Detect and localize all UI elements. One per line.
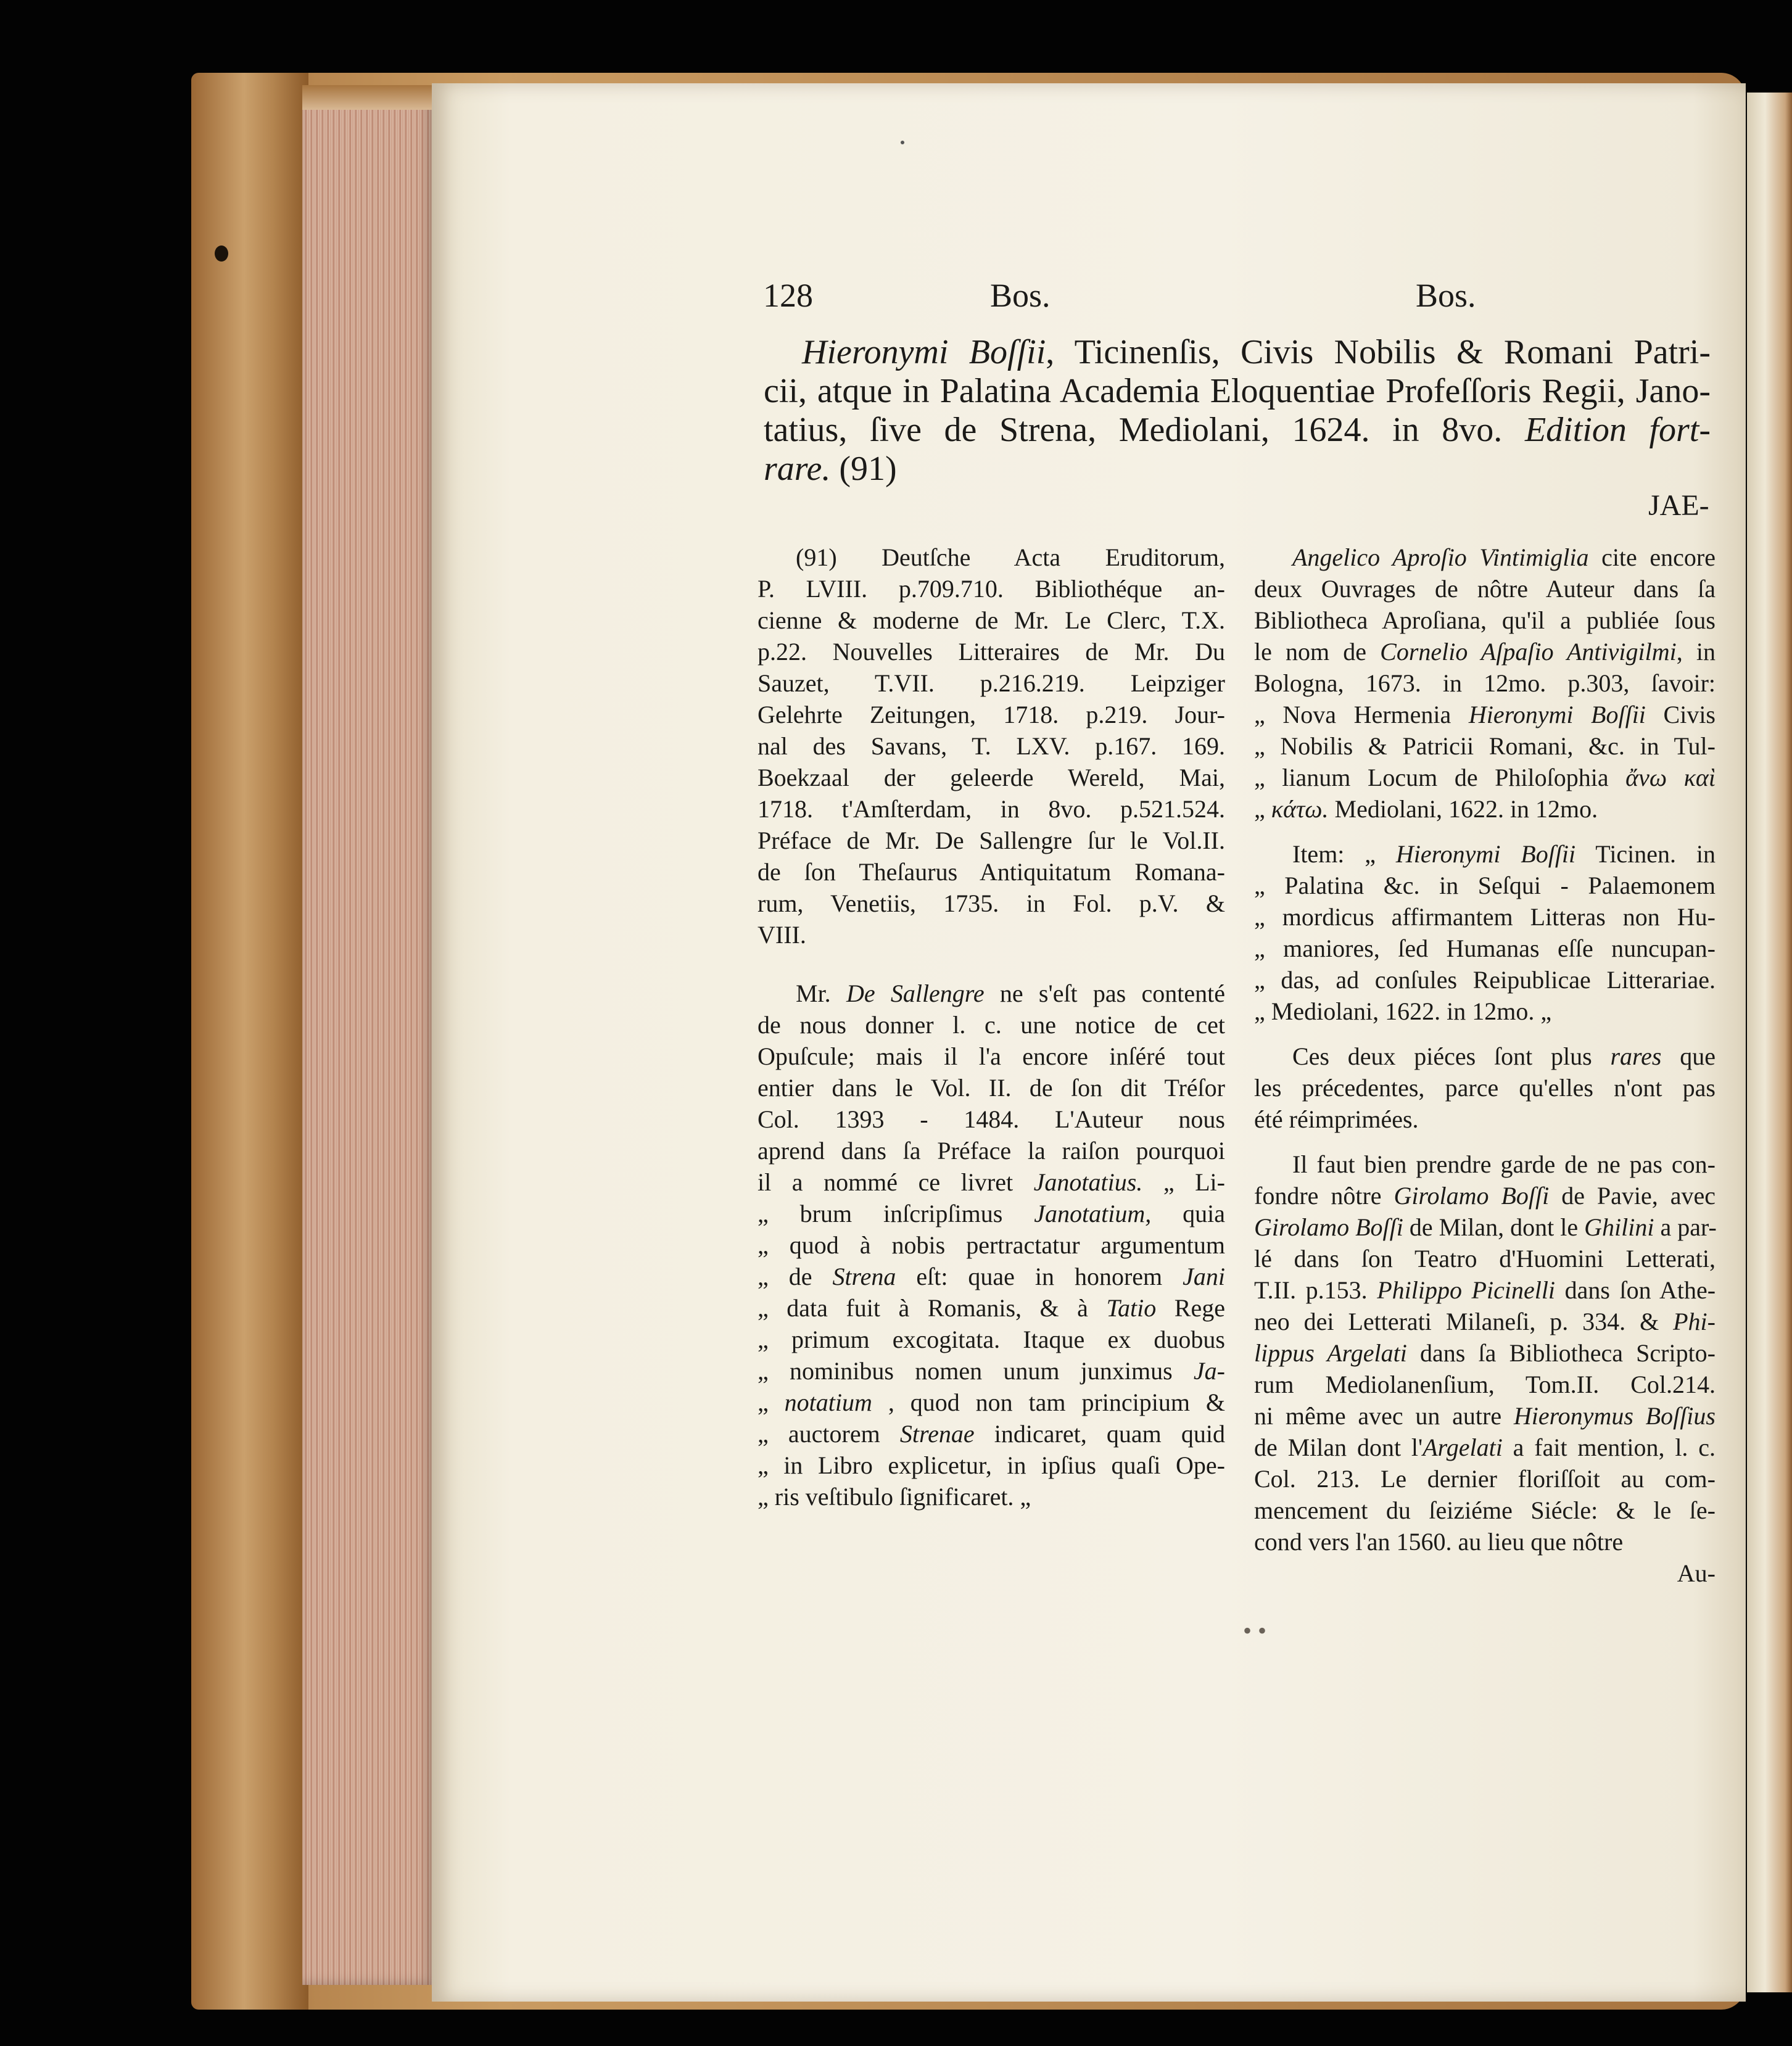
catchword-bottom: Au- (1677, 1559, 1716, 1587)
page-edges-top (302, 85, 435, 110)
left-paragraph-line: „ auctorem Strenae indicaret, quam quid (758, 1420, 1226, 1448)
binding-hole (215, 245, 228, 262)
next-page-edge (1747, 93, 1792, 1992)
right-paragraph-line: Ces deux piéces ſont plus rares que (1292, 1042, 1716, 1070)
right-paragraph-line: fondre nôtre Girolamo Boſſi de Pavie, avec (1254, 1182, 1716, 1210)
right-paragraph-line: „ Nobilis & Patricii Romani, &c. in Tul- (1254, 732, 1716, 760)
right-paragraph-line: mencement du ſeiziéme Siécle: & le ſe- (1254, 1496, 1716, 1524)
left-paragraph-line: entier dans le Vol. II. de ſon dit Tréſor (758, 1074, 1225, 1102)
right-paragraph-line: „ maniores, ſed Humanas eſſe nuncupan- (1254, 934, 1716, 962)
right-paragraph-line: Bibliotheca Aproſiana, qu'il a publiée ſous (1254, 606, 1716, 634)
footnote-line: VIII. (758, 921, 806, 949)
right-paragraph-line: les précedentes, parce qu'elles n'ont pas (1254, 1074, 1716, 1102)
page-number: 128 (763, 277, 813, 314)
right-paragraph-line: Col. 213. Le dernier floriſſoit au com- (1254, 1465, 1716, 1493)
left-paragraph-line: „ quod à nobis pertractatur argumentum (758, 1231, 1225, 1259)
left-paragraph-line: Opuſcule; mais il l'a encore inſéré tout (758, 1042, 1225, 1070)
left-paragraph-line: il a nommé ce livret Janotatius. „ Li- (758, 1168, 1225, 1196)
title-entry-line: cii, atque in Palatina Academia Eloquentiae Profeſſoris Regii, Jano- (764, 372, 1711, 410)
rarity-paragraph (1254, 1041, 1716, 1135)
left-paragraph-line: „ de Strena eſt: quae in honorem Jani (758, 1263, 1225, 1290)
right-paragraph-line: cond vers l'an 1560. au lieu que nôtre (1254, 1528, 1624, 1556)
page-edges (302, 85, 435, 1985)
right-paragraph-line: „ Mediolani, 1622. in 12mo. „ (1254, 997, 1552, 1025)
right-paragraph-line: lippus Argelati dans ſa Bibliotheca Scripto- (1254, 1339, 1716, 1367)
right-paragraph-line: rum Mediolanenſium, Tom.II. Col.214. (1254, 1371, 1716, 1398)
left-paragraph-line: „ ris veſtibulo ſignificaret. „ (758, 1483, 1031, 1511)
right-paragraph-line: T.II. p.153. Philippo Picinelli dans ſon Athe- (1254, 1276, 1716, 1304)
running-head-right: Bos. (1416, 277, 1476, 314)
footnote-line: Boekzaal der geleerde Wereld, Mai, (758, 764, 1225, 791)
right-paragraph-line: Bologna, 1673. in 12mo. p.303, ſavoir: (1254, 669, 1716, 697)
distinction-paragraph (1254, 1149, 1716, 1557)
footnote-line: P. LVIII. p.709.710. Bibliothéque an- (758, 575, 1225, 603)
left-paragraph-line: „ data fuit à Romanis, & à Tatio Rege (758, 1294, 1225, 1322)
left-paragraph-line: „ primum excogitata. Itaque ex duobus (758, 1326, 1225, 1353)
right-paragraph-line: Il faut bien prendre garde de ne pas con- (1292, 1150, 1716, 1178)
left-paragraph-line: Mr. De Sallengre ne s'eſt pas contenté (796, 980, 1225, 1007)
footnote-line: 1718. t'Amſterdam, in 8vo. p.521.524. (758, 795, 1225, 823)
footnote-line: (91) Deutſche Acta Eruditorum, (796, 543, 1225, 571)
footnote-line: de ſon Theſaurus Antiquitatum Romana- (758, 858, 1225, 886)
left-paragraph-line: „ notatium , quod non tam principium & (758, 1388, 1225, 1416)
right-paragraph-line: neo dei Letterati Milaneſi, p. 334. & Phi- (1254, 1308, 1716, 1335)
left-paragraph-line: „ nominibus nomen unum junximus Ja- (758, 1357, 1225, 1385)
right-paragraph-line: été réimprimées. (1254, 1105, 1419, 1133)
title-entry-line: Hieronymi Boſſii, Ticinenſis, Civis Nobilis & Romani Patri- (802, 333, 1711, 371)
footnote-line: rum, Venetiis, 1735. in Fol. p.V. & (758, 889, 1225, 917)
left-paragraph-line: Col. 1393 - 1484. L'Auteur nous (758, 1105, 1225, 1133)
right-column (1254, 542, 1716, 1589)
ink-speck (901, 141, 904, 144)
footnote-line: Préface de Mr. De Sallengre ſur le Vol.II. (758, 827, 1225, 854)
right-paragraph-line: de Milan dont l'Argelati a fait mention, l. c. (1254, 1433, 1716, 1461)
right-paragraph-line: „ mordicus affirmantem Litteras non Hu- (1254, 903, 1716, 931)
sallengre-paragraph (758, 978, 1225, 1512)
right-paragraph-line: „ Palatina &c. in Seſqui - Palaemonem (1254, 872, 1716, 899)
right-paragraph-line: deux Ouvrages de nôtre Auteur dans ſa (1254, 575, 1716, 603)
footnote-line: Sauzet, T.VII. p.216.219. Leipziger (758, 669, 1225, 697)
aprosio-paragraph (1254, 542, 1716, 825)
catchword-top: JAE- (1648, 489, 1709, 522)
right-paragraph-line: „ das, ad conſules Reipublicae Litterariae. (1254, 966, 1716, 994)
footnote-line: nal des Savans, T. LXV. p.167. 169. (758, 732, 1225, 760)
right-paragraph-line: lé dans ſon Teatro d'Huomini Letterati, (1254, 1245, 1716, 1273)
footnote-line: cienne & moderne de Mr. Le Clerc, T.X. (758, 606, 1225, 634)
book-board (191, 73, 308, 2010)
footnote-91 (758, 542, 1225, 951)
right-paragraph-line: „ Nova Hermenia Hieronymi Boſſii Civis (1254, 701, 1716, 728)
right-paragraph-line: ni même avec un autre Hieronymus Boſſius (1254, 1402, 1716, 1430)
left-paragraph-line: aprend dans ſa Préface la raiſon pourquoi (758, 1137, 1225, 1165)
footnote-line: p.22. Nouvelles Litteraires de Mr. Du (758, 638, 1225, 666)
running-head-left: Bos. (990, 277, 1051, 314)
title-entry-line: rare. (91) (764, 450, 897, 488)
footnote-line: Gelehrte Zeitungen, 1718. p.219. Jour- (758, 701, 1225, 728)
item-paragraph (1254, 838, 1716, 1027)
ink-marks: • • (1243, 1617, 1267, 1644)
title-entry (764, 333, 1711, 489)
title-entry-line: tatius, ſive de Strena, Mediolani, 1624. in 8vo. Edition fort- (764, 411, 1711, 449)
right-paragraph-line: „ lianum Locum de Philoſophia ἄνω καὶ (1254, 764, 1716, 791)
right-paragraph-line: „ κάτω. Mediolani, 1622. in 12mo. (1254, 795, 1598, 823)
left-column (758, 542, 1225, 1512)
right-paragraph-line: Girolamo Boſſi de Milan, dont le Ghilini a par- (1254, 1213, 1717, 1241)
right-paragraph-line: Item: „ Hieronymi Boſſii Ticinen. in (1292, 840, 1716, 868)
left-paragraph-line: de nous donner l. c. une notice de cet (758, 1011, 1225, 1039)
left-paragraph-line: „ brum inſcripſimus Janotatium, quia (758, 1200, 1225, 1227)
right-paragraph-line: Angelico Aproſio Vintimiglia cite encore (1292, 543, 1716, 571)
right-paragraph-line: le nom de Cornelio Aſpaſio Antivigilmi, in (1254, 638, 1716, 666)
left-paragraph-line: „ in Libro explicetur, in ipſius quaſi Ope- (758, 1451, 1225, 1479)
